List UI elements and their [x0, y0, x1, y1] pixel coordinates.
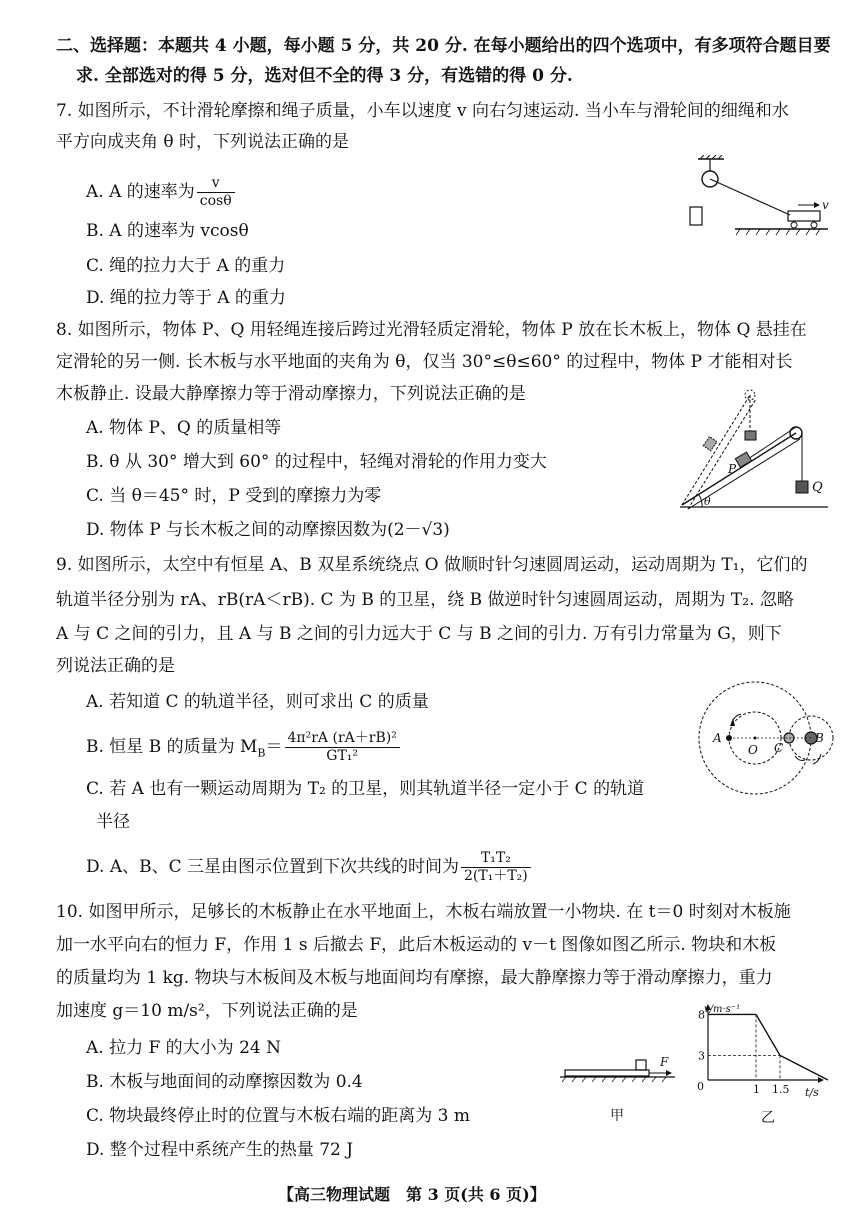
q9-option-b-equals: ＝: [265, 737, 283, 757]
q9-option-d-fraction: [461, 850, 531, 885]
q10-option-d: D. 整个过程中系统产生的热量 72 J: [86, 1140, 354, 1160]
q10-vt-chart: [688, 1000, 833, 1125]
section-line-2: 求. 全部选对的得 5 分，选对但不全的得 3 分，有选错的得 0 分.: [76, 66, 573, 86]
q9-option-d-text: D. A、B、C 三星由图示位置到下次共线的时间为: [86, 857, 460, 877]
q9-fig-b-label: B: [815, 731, 824, 745]
q7-stem-2: 平方向成夹角 θ 时，下列说法正确的是: [56, 132, 350, 152]
q7-block-a: [690, 207, 702, 225]
q9-fig-c-label: C: [774, 741, 784, 755]
page-footer: 【高三物理试题 第 3 页(共 6 页)】: [278, 1185, 546, 1204]
q10-stem-2: 加一水平向右的恒力 F，作用 1 s 后撤去 F，此后木板运动的 v－t 图像如图乙所示. 物块和木板: [56, 935, 777, 955]
q10-fig-jia-label: 甲: [610, 1108, 624, 1124]
q9-b-numerator: 4π²rA (rA＋rB)²: [285, 730, 400, 748]
q8-option-b: B. θ 从 30° 增大到 60° 的过程中，轻绳对滑轮的作用力变大: [86, 452, 547, 472]
q7-a-numerator: v: [197, 175, 235, 193]
q8-fig-q-label: Q: [812, 480, 823, 495]
q7-option-d: D. 绳的拉力等于 A 的重力: [86, 288, 286, 308]
q8-stem-3: 木板静止. 设最大静摩擦力等于滑动摩擦力，下列说法正确的是: [56, 384, 526, 404]
q9-option-d: [86, 850, 533, 885]
q8-option-c: C. 当 θ＝45° 时，P 受到的摩擦力为零: [86, 486, 382, 506]
q10-stem-3: 的质量均为 1 kg. 物块与木板间及木板与地面间均有摩擦，最大静摩擦力等于滑动摩擦力，重力: [56, 968, 773, 988]
q9-b-denominator: GT₁²: [326, 748, 359, 764]
q8-fig-theta-label: θ: [704, 495, 711, 508]
q9-option-a: A. 若知道 C 的轨道半径，则可求出 C 的质量: [86, 692, 429, 712]
q7-option-b: B. A 的速率为 vcosθ: [86, 221, 249, 241]
q8-stem-1: 8. 如图所示，物体 P、Q 用轻绳连接后跨过光滑轻质定滑轮，物体 P 放在长木板上，物体 Q 悬挂在: [56, 320, 807, 340]
q7-option-a-text: A. A 的速率为: [86, 182, 195, 202]
q7-option-a: [86, 175, 237, 210]
q9-option-c-line2: 半径: [96, 812, 130, 832]
q8-fig-p-label: P: [728, 462, 737, 476]
q7-option-a-fraction: [197, 175, 235, 210]
q10-fig-f-label: F: [660, 1055, 669, 1069]
q9-stem-4: 列说法正确的是: [56, 656, 175, 676]
section-line-1: 二、选择题：本题共 4 小题，每小题 5 分，共 20 分. 在每小题给出的四个选项中，有多项符合题目要: [56, 36, 831, 56]
q7-car-icon: [788, 211, 820, 221]
chart-y-label: v/m·s⁻¹: [704, 1004, 741, 1015]
q8-stem-2: 定滑轮的另一侧. 长木板与水平地面的夹角为 θ，仅当 30°≤θ≤60° 的过程中，物体 P 才能相对长: [56, 352, 793, 372]
q9-stem-2: 轨道半径分别为 rA、rB(rA＜rB). C 为 B 的卫星，绕 B 做逆时针匀速圆周运动，周期为 T₂. 忽略: [56, 590, 794, 610]
q7-a-denominator: cosθ: [199, 193, 232, 209]
q9-option-b-text: B. 恒星 B 的质量为 M: [86, 737, 258, 757]
q8-incline-figure: [670, 385, 830, 515]
q10-stem-1: 10. 如图甲所示，足够长的木板静止在水平地面上，木板右端放置一小物块. 在 t＝0 时刻对木板施: [56, 902, 791, 922]
q8-block-p: [735, 452, 751, 467]
q9-option-b-fraction: [285, 730, 400, 765]
q9-fig-a-label: A: [713, 731, 722, 745]
q9-orbit-figure: [695, 680, 835, 805]
chart-line-segment: [780, 1055, 828, 1080]
chart-x-tick-label: 1.5: [772, 1083, 790, 1096]
q7-stem-1: 7. 如图所示，不计滑轮摩擦和绳子质量，小车以速度 v 向右匀速运动. 当小车与滑轮间的细绳和水: [56, 101, 789, 121]
chart-origin-label: 0: [697, 1080, 704, 1093]
q9-fig-o-label: O: [748, 743, 758, 757]
q9-d-numerator: T₁T₂: [461, 850, 531, 868]
q10-board-figure: [560, 1050, 680, 1125]
q10-stem-4: 加速度 g＝10 m/s²，下列说法正确的是: [56, 1001, 358, 1021]
chart-x-label: t/s: [805, 1086, 819, 1099]
q9-stem-3: A 与 C 之间的引力，且 A 与 B 之间的引力远大于 C 与 B 之间的引力. 万有引力常量为 G，则下: [56, 624, 782, 644]
q10-block: [636, 1060, 646, 1070]
q7-fig-v-label: v: [822, 198, 829, 212]
q10-board: [565, 1070, 649, 1076]
q8-option-d: D. 物体 P 与长木板之间的动摩擦因数为(2－√3): [86, 520, 450, 540]
chart-x-tick-label: 1: [753, 1083, 760, 1096]
q10-option-a: A. 拉力 F 的大小为 24 N: [86, 1038, 282, 1058]
q9-option-b-subscript: B: [257, 746, 266, 760]
q8-block-q: [796, 481, 808, 493]
q10-fig-yi-label: 乙: [761, 1110, 775, 1125]
chart-y-tick-label: 8: [698, 1008, 705, 1022]
chart-y-tick-label: 3: [698, 1049, 705, 1063]
q9-d-denominator: 2(T₁＋T₂): [464, 868, 528, 884]
q8-option-a: A. 物体 P、Q 的质量相等: [86, 418, 282, 438]
q10-option-b: B. 木板与地面间的动摩擦因数为 0.4: [86, 1072, 363, 1092]
q7-pulley-car-figure: [680, 155, 830, 245]
q9-option-c-line1: C. 若 A 也有一颗运动周期为 T₂ 的卫星，则其轨道半径一定小于 C 的轨道: [86, 779, 645, 799]
q9-option-b: [86, 730, 402, 765]
q7-option-c: C. 绳的拉力大于 A 的重力: [86, 256, 286, 276]
q10-option-c: C. 物块最终停止时的位置与木板右端的距离为 3 m: [86, 1106, 470, 1126]
q9-stem-1: 9. 如图所示，太空中有恒星 A、B 双星系统绕点 O 做顺时针匀速圆周运动，运动周期为 T₁，它们的: [56, 555, 808, 575]
chart-line-segment: [756, 1014, 780, 1055]
